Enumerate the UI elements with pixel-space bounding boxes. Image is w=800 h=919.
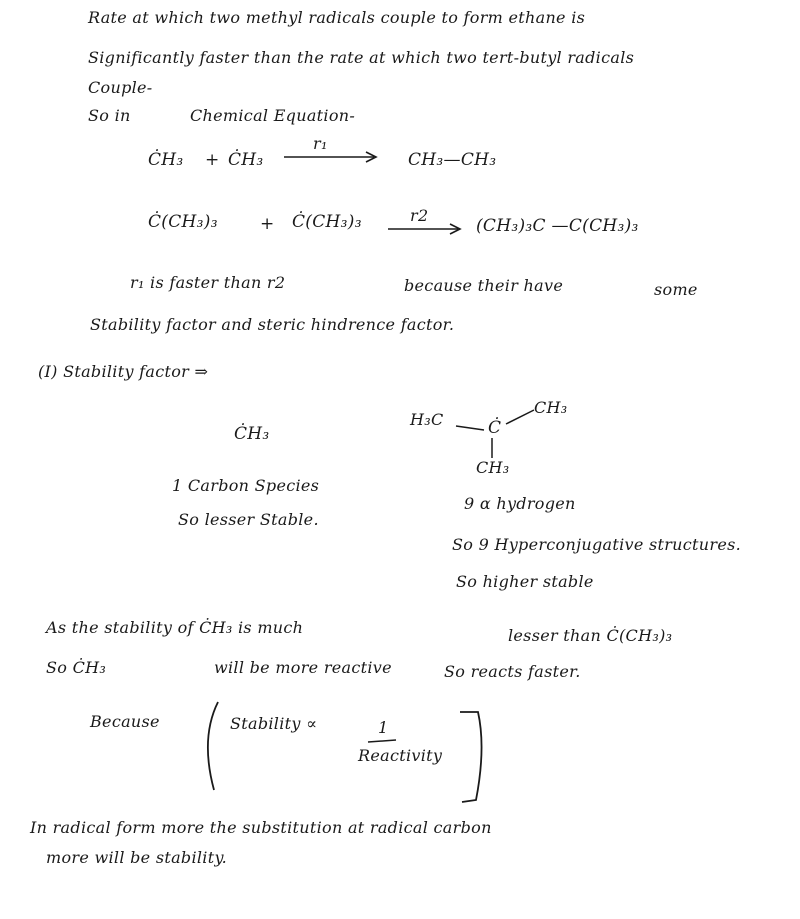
intro-line-1: Rate at which two methyl radicals couple to form ethane is bbox=[88, 8, 586, 27]
tbutyl-note-2: So 9 Hyperconjugative structures. bbox=[452, 535, 741, 554]
relation-stability: Stability ∝ bbox=[230, 714, 318, 733]
eq1-rate-label: r₁ bbox=[313, 134, 328, 153]
eq2-plus: + bbox=[260, 214, 275, 234]
eq1-reactant-a: ĊH₃ bbox=[148, 150, 184, 170]
comparison-line-1a: r₁ is faster than r2 bbox=[130, 273, 286, 292]
methyl-radical-formula: ĊH₃ bbox=[234, 424, 270, 444]
intro-line-2: Significantly faster than the rate at which two tert-butyl radicals bbox=[88, 48, 635, 67]
chemical-equation-label: Chemical Equation- bbox=[190, 106, 356, 125]
relation-denominator: Reactivity bbox=[358, 746, 443, 765]
eq1-product: CH₃—CH₃ bbox=[408, 150, 497, 170]
eq2-rate-label: r2 bbox=[410, 206, 429, 225]
conclusion-line-2b: will be more reactive bbox=[214, 658, 392, 677]
comparison-line-1b: because their have bbox=[404, 276, 564, 295]
tbutyl-note-1: 9 α hydrogen bbox=[464, 494, 576, 513]
conclusion-line-1b: lesser than Ċ(CH₃)₃ bbox=[508, 626, 673, 645]
final-line-1: In radical form more the substitution at radical carbon bbox=[30, 818, 492, 837]
tbutyl-left-group: H₃C bbox=[410, 410, 444, 429]
tbutyl-bottom-group: CH₃ bbox=[476, 458, 510, 477]
eq2-reaction-arrow bbox=[386, 222, 466, 236]
eq2-product: (CH₃)₃C —C(CH₃)₃ bbox=[476, 216, 639, 236]
tbutyl-bonds bbox=[440, 400, 550, 465]
intro-line-3: Couple- bbox=[88, 78, 153, 97]
comparison-line-1c: some bbox=[654, 280, 698, 299]
eq1-reactant-b: ĊH₃ bbox=[228, 150, 264, 170]
final-line-2: more will be stability. bbox=[46, 848, 228, 867]
eq1-plus: + bbox=[205, 150, 220, 170]
conclusion-line-2c: So reacts faster. bbox=[444, 662, 581, 681]
tbutyl-right-group: CH₃ bbox=[534, 398, 568, 417]
so-in-label: So in bbox=[88, 106, 131, 125]
stability-factor-heading: (I) Stability factor ⇒ bbox=[38, 362, 209, 381]
tbutyl-center-carbon: Ċ bbox=[488, 418, 502, 438]
conclusion-line-2a: So ĊH₃ bbox=[46, 658, 107, 677]
because-label: Because bbox=[90, 712, 160, 731]
eq1-reaction-arrow bbox=[282, 150, 382, 164]
methyl-note-1: 1 Carbon Species bbox=[172, 476, 320, 495]
conclusion-line-1a: As the stability of ĊH₃ is much bbox=[46, 618, 304, 637]
tbutyl-note-3: So higher stable bbox=[456, 572, 594, 591]
methyl-note-2: So lesser Stable. bbox=[178, 510, 319, 529]
relation-numerator: 1 bbox=[378, 718, 389, 737]
comparison-line-2: Stability factor and steric hindrence factor. bbox=[90, 315, 455, 334]
eq2-reactant-a: Ċ(CH₃)₃ bbox=[148, 212, 218, 232]
eq2-reactant-b: Ċ(CH₃)₃ bbox=[292, 212, 362, 232]
